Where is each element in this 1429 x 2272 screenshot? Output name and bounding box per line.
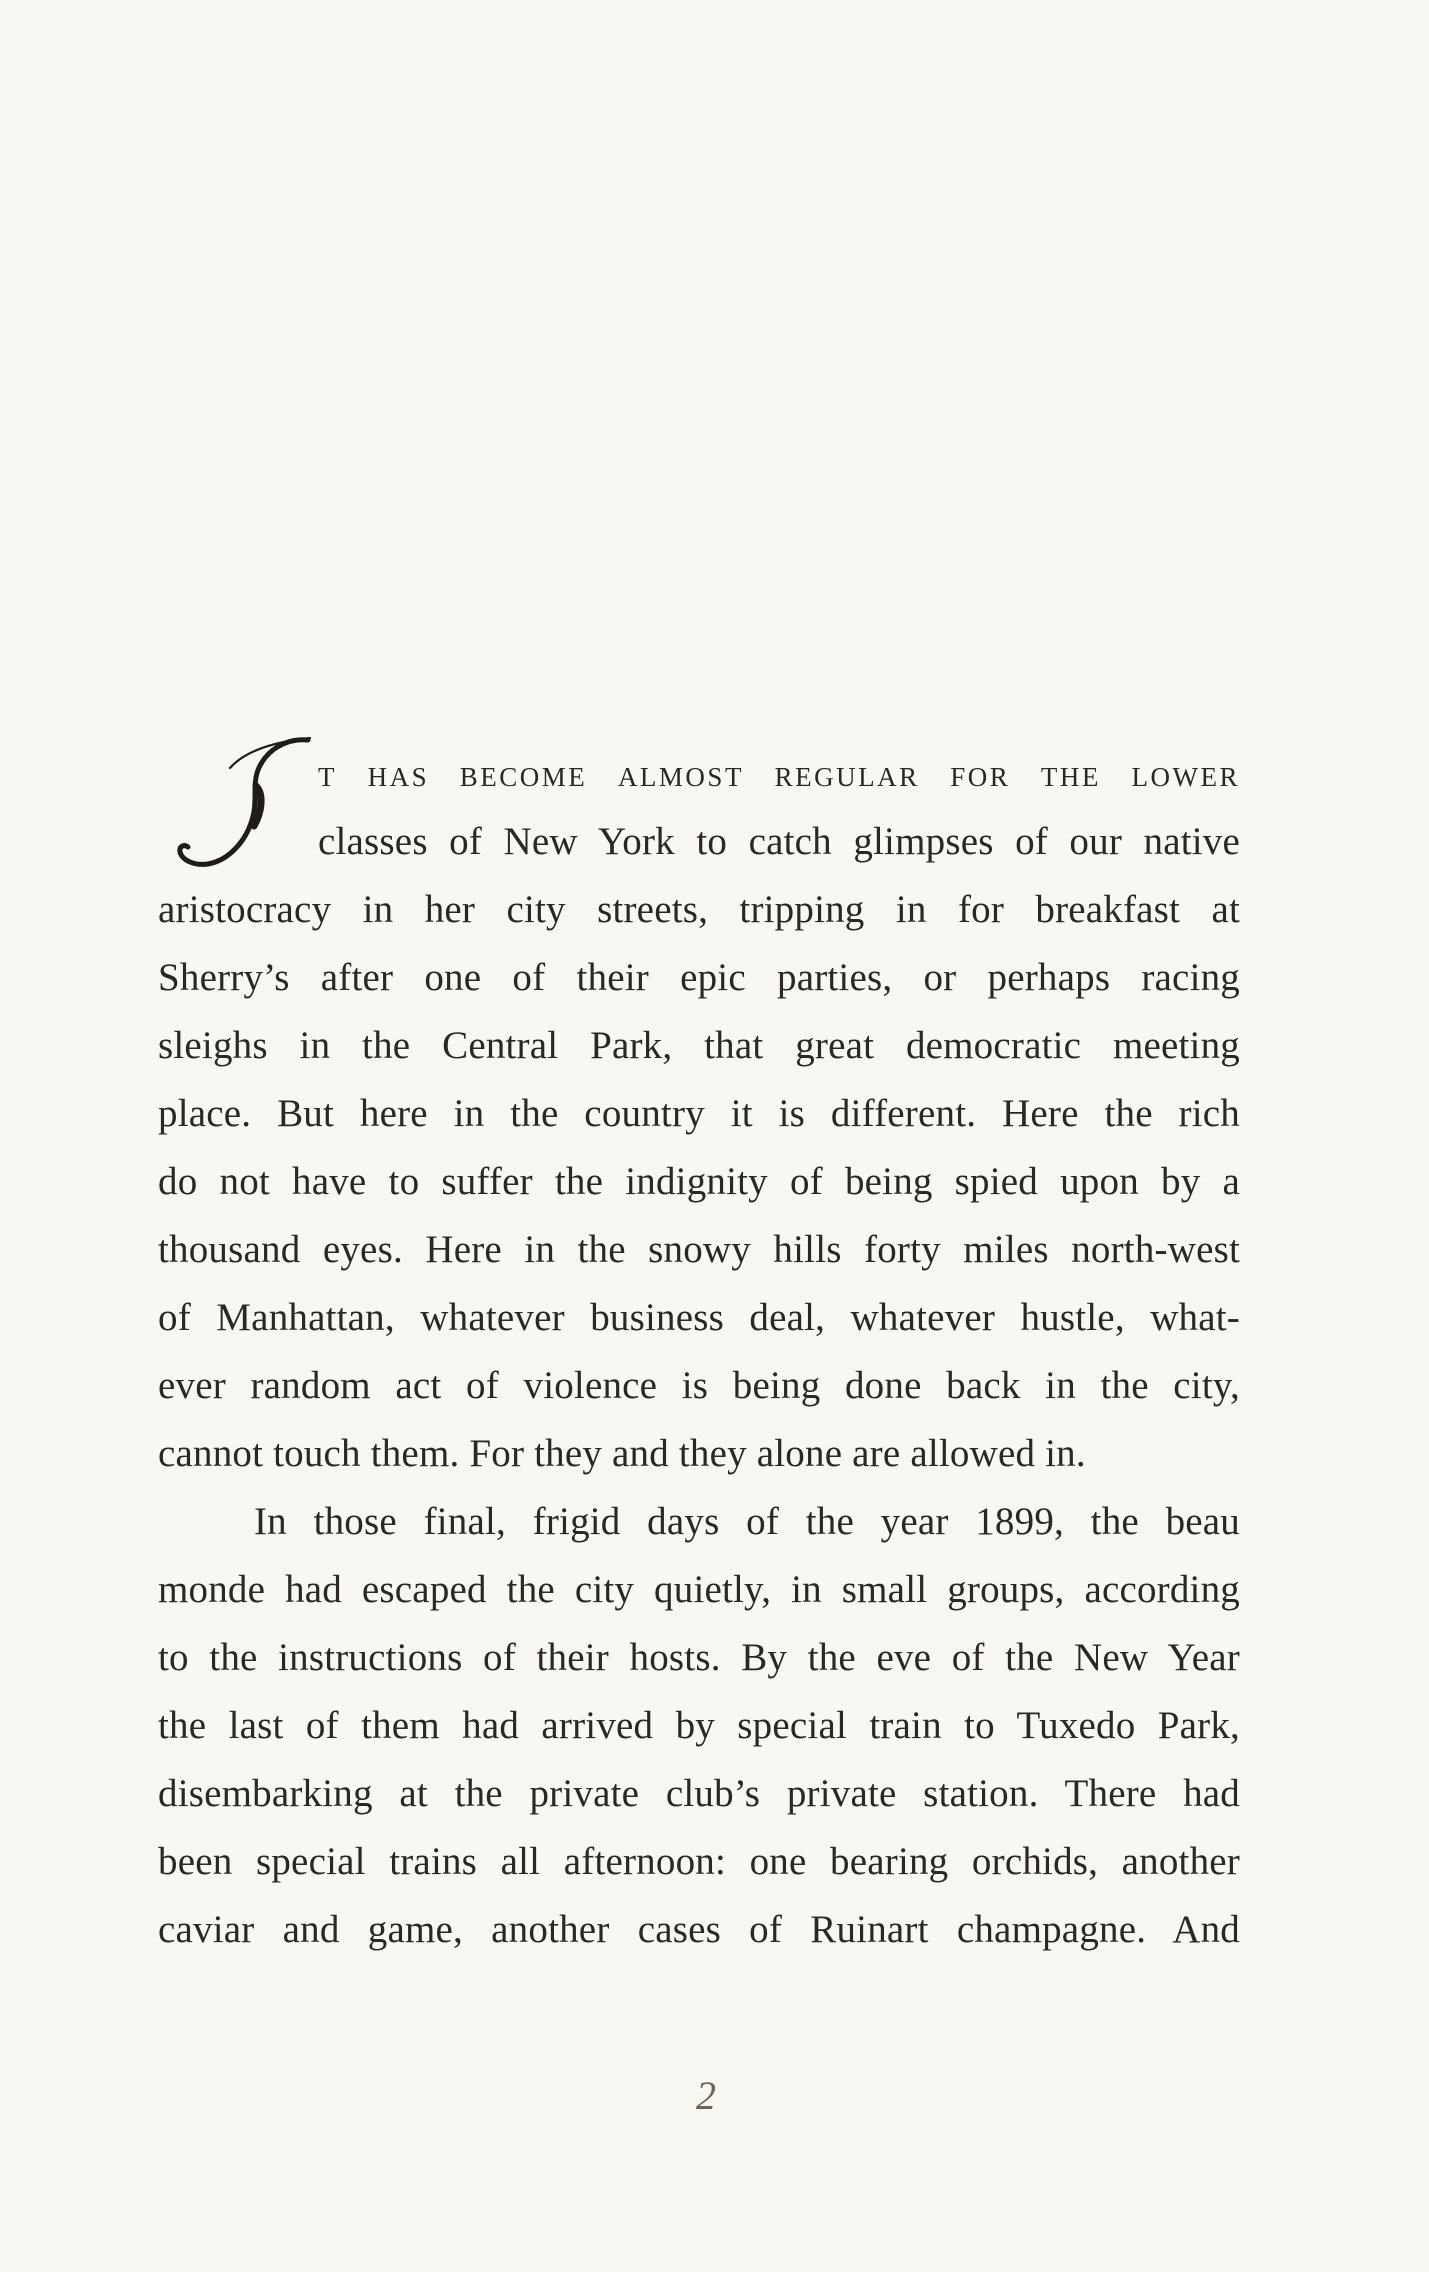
text-line: the last of them had arrived by special train to Tuxedo Park, [158, 1704, 1240, 1747]
page-number: 2 [696, 2073, 716, 2118]
text-line: classes of New York to catch glimpses of our native [318, 820, 1240, 863]
text-line: Sherry’s after one of their epic parties, or perhaps racing [158, 956, 1240, 999]
text-line: been special trains all afternoon: one bearing orchids, another [158, 1840, 1240, 1883]
body-text [158, 740, 1240, 1964]
text-line-paragraph-end: cannot touch them. For they and they alone are allowed in. [158, 1432, 1086, 1475]
text-line: ever random act of violence is being done back in the city, [158, 1364, 1240, 1407]
text-line: sleighs in the Central Park, that great democratic meeting [158, 1024, 1240, 1067]
text-line: aristocracy in her city streets, tripping in for breakfast at [158, 888, 1240, 931]
text-line: do not have to suffer the indignity of being spied upon by a [158, 1160, 1240, 1203]
drop-cap-text: I [243, 803, 244, 804]
text-line-lead [318, 740, 1240, 808]
text-line: of Manhattan, whatever business deal, whatever hustle, what- [158, 1296, 1240, 1339]
text-line-paragraph-start: In those final, frigid days of the year 1899, the beau [254, 1500, 1240, 1543]
text-line: monde had escaped the city quietly, in small groups, according [158, 1568, 1240, 1611]
text-line: disembarking at the private club’s private station. There had [158, 1772, 1240, 1815]
lead-in-smallcaps: t has become almost regular for the lower [318, 752, 1240, 795]
text-line: thousand eyes. Here in the snowy hills forty miles north-west [158, 1228, 1240, 1271]
text-line: to the instructions of their hosts. By the eve of the New Year [158, 1636, 1240, 1679]
text-line: place. But here in the country it is different. Here the rich [158, 1092, 1240, 1135]
text-line: caviar and game, another cases of Ruinart champagne. And [158, 1908, 1240, 1951]
